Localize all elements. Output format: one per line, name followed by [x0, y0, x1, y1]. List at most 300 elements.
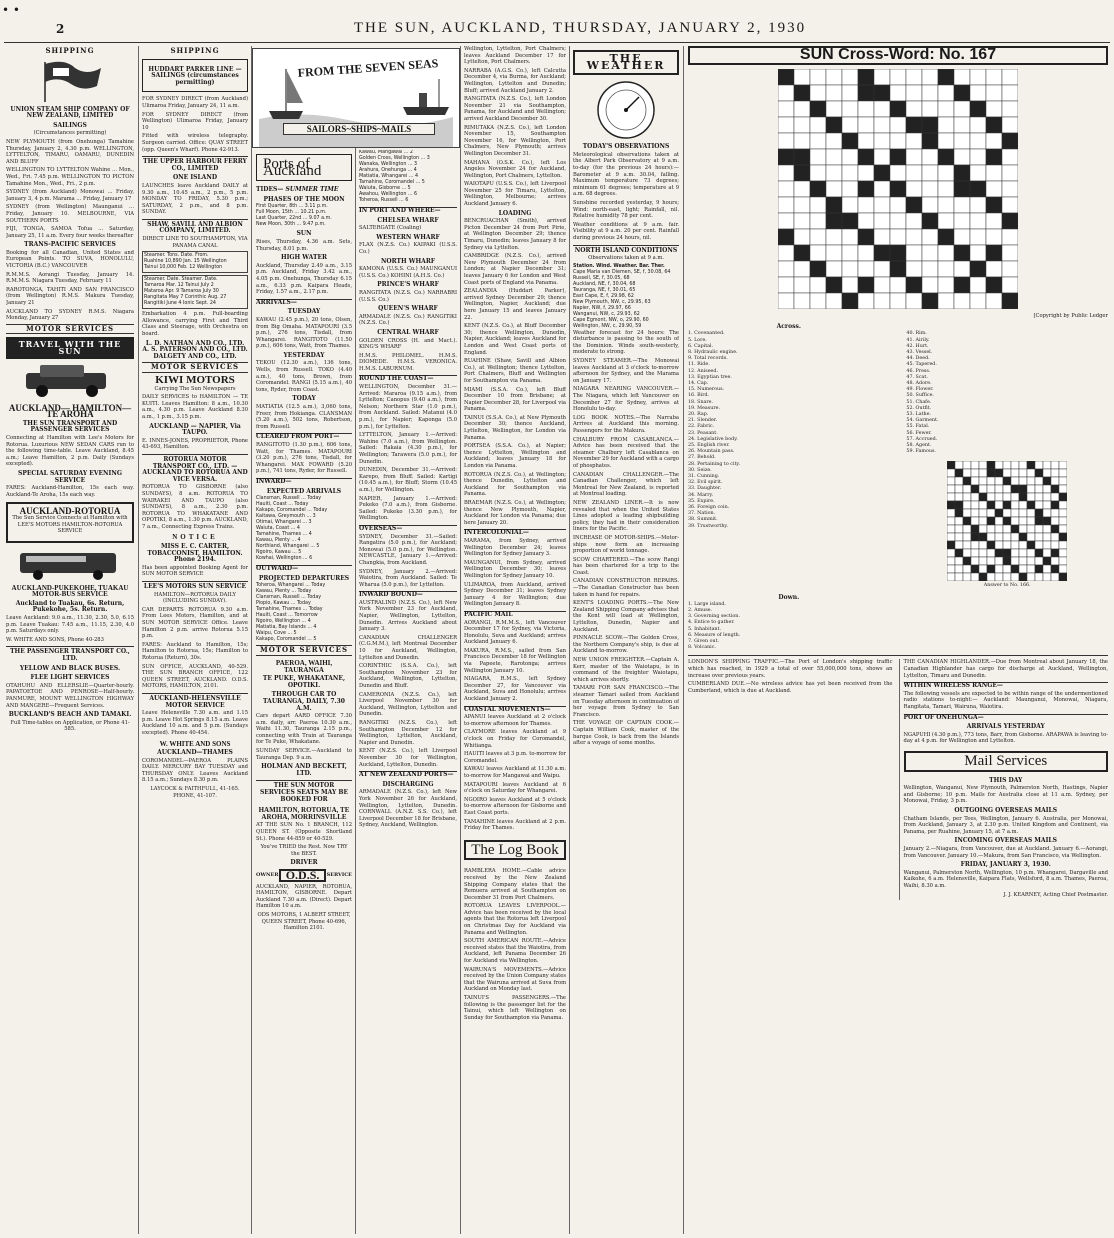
lower-right-column [899, 659, 1109, 900]
grid-cell [938, 165, 954, 181]
shaw-table-1 [142, 251, 248, 273]
cleared-para: RANGITOTO (1.30 p.m.), 606 tons, Watt, for Thames. MATAPOURI (3.20 p.m.), 276 tons, Tisdall, for Whangarei. MAX FOWARD (5.20 p.m.), 741 tons, Ryder, for Russell. [256, 442, 352, 475]
grid-cell [1059, 557, 1067, 565]
grid-cell [971, 501, 979, 509]
round-para-4: NAPIER, January 1.—Arrived: Pukeko (7.0 a.m.), from Gisborne. Sailed: Pukeko (3.30 p.m.), for Wellington. [359, 495, 457, 522]
sun-times: Rises, Thursday, 4.36 a.m. Sets, Thursday, 8.01 p.m. [256, 238, 352, 252]
list-item: Waiuta, Gisborne ... 5 [359, 186, 411, 191]
grid-cell [955, 461, 963, 469]
white-sons-line: W. WHITE AND SONS, Phone 40-283 [6, 636, 104, 643]
kiwi-para: DAILY SERVICES to HAMILTON — TE KUITI. Leaves Hamilton: 8 a.m., 10.30 a.m., 4.30 p.m. Leave Auckland 8.30 a.m., 1 p.m., 3.15 p.m. [142, 394, 248, 420]
summer-time: SUMMER TIME [285, 186, 339, 194]
grid-cell [1019, 565, 1027, 573]
grid-cell [1035, 485, 1043, 493]
grid-cell [947, 525, 955, 533]
grid-cell [938, 149, 954, 165]
grid-cell [947, 517, 955, 525]
clue-item: 42. Hurt. [906, 343, 929, 349]
chelsea-para: SALTERGATE (Coaling) [359, 225, 422, 232]
grid-cell [1059, 565, 1067, 573]
grid-cell [842, 261, 858, 277]
grid-cell [874, 133, 890, 149]
onehunga-heading: PORT OF ONEHUNGA— [904, 714, 1109, 722]
grid-cell [810, 277, 826, 293]
grid-cell [987, 557, 995, 565]
pacific-mail-heading: PACIFIC MAIL [464, 611, 566, 619]
grid-cell [971, 541, 979, 549]
grid-cell [810, 165, 826, 181]
clue-item: 16. Bird. [688, 393, 710, 399]
grid-cell [890, 261, 906, 277]
logbook-para-2: ROTORUA LEAVES LIVERPOOL.—Advice has been received by the local agents that the Rotorua left Liverpool on Christmas Day for Auckland via Panama and Wellington. [464, 903, 566, 936]
table-row: Tauranga, NE, f, 30.01, 65 [573, 287, 636, 293]
list-item: Tamahine, Coromandel ... 5 [359, 180, 425, 185]
grid-cell [971, 477, 979, 485]
grid-cell [890, 293, 906, 309]
grid-cell [1051, 549, 1059, 557]
grid-cell [874, 165, 890, 181]
grid-cell [922, 85, 938, 101]
grid-cell [922, 245, 938, 261]
masthead-bar [0, 0, 1114, 50]
grid-cell [1043, 525, 1051, 533]
grid-cell [1027, 525, 1035, 533]
arrivals-tuesday-para: KAWAU (2.45 p.m.), 20 tons, Olsen, from Big Omaha. MATAPOURI (3.5 p.m.), 276 tons, Tisdall, from Whangarei. RANGITOTO (11.50 p.m.), 606 tons, Watt, from Thames. [256, 316, 352, 350]
clue-item: 1. Large island. [688, 601, 726, 607]
loading-para-6: MIAMI (S.S.A. Co.), left Bluff December 10 from Brisbane; at Napier December 28, for Liverpool via Panama. [464, 386, 566, 413]
flag-icon [35, 58, 105, 104]
grid-cell [858, 213, 874, 229]
coastal-para-7: TAMAHINE leaves Auckland at 2 p.m. Friday for Thames. [464, 818, 566, 832]
grid-cell [1011, 541, 1019, 549]
grid-cell [1027, 557, 1035, 565]
masthead-title: THE SUN, AUCKLAND, THURSDAY, JANUARY 2, 1930 [353, 20, 807, 36]
canadian-challenger-para: CANADIAN CHALLENGER.—The Canadian Challenger, which left Montreal for New Zealand, is reported at Montreal loading. [573, 471, 679, 498]
grid-cell [947, 477, 955, 485]
answer-caption: Answer to No. 166. [983, 583, 1031, 589]
clue-item: 37. Nation. [688, 511, 716, 517]
grid-cell [1059, 501, 1067, 509]
clue-item: 47. Scat. [906, 374, 928, 380]
grid-cell [826, 69, 842, 85]
grid-cell [987, 541, 995, 549]
grid-cell [874, 213, 890, 229]
grid-cell [995, 549, 1003, 557]
grid-cell [947, 461, 955, 469]
table-row: Russell, SE, f, 30.05, 68 [573, 275, 630, 281]
ferry-para: LAUNCHES leave Auckland DAILY at 9.30 a.m., 10.45 a.m., 2 p.m., 5 p.m. MONDAY TO FRIDAY, 5.30 p.m.; SATURDAY, 2 p.m., and 8 p.m. SUNDAY. [142, 182, 248, 216]
grid-cell [906, 69, 922, 85]
column-rule-3 [355, 148, 356, 1234]
grid-cell [1003, 461, 1011, 469]
grid-cell [938, 85, 954, 101]
grid-cell [1043, 557, 1051, 565]
clue-item: 5. Lore. [688, 337, 707, 343]
grid-cell [778, 277, 794, 293]
service-label: SERVICE [326, 871, 352, 878]
inward-bound-para-4: CAMERONIA (N.Z.S. Co.), left Liverpool November 30 for Auckland, Wellington, Lyttelton and Dunedin. [359, 691, 457, 718]
ports-of-auckland-title: Ports of Auckland [256, 154, 352, 181]
ods-para: AUCKLAND, NAPIER, ROTORUA, HAMILTON, GISBORNE. Depart Auckland 7.30 a.m. (Direct). Depart Hamilton 10 a.m. [256, 883, 352, 910]
table-row: Cape Maria van Diemen, SE, f, 30.08, 64 [573, 269, 671, 275]
napier-heading: AUCKLAND — NAPIER, Via TAUPO. [149, 422, 241, 437]
moon-phases [256, 204, 352, 228]
grid-cell [922, 229, 938, 245]
tides-label: TIDES— [256, 186, 284, 194]
lower-left-column [688, 659, 893, 900]
grid-cell [938, 277, 954, 293]
kents-loading-para: KENT'S LOADING PORTS.—The New Zealand Shipping Company advises that the Kent will load at Wellington, Lyttelton, Dunedin, Napier and Auckland. [573, 600, 679, 633]
list-item: Tamahine, Thames ... Today [256, 607, 323, 613]
grid-cell [1002, 293, 1018, 309]
grid-cell [1059, 461, 1067, 469]
grid-cell [979, 557, 987, 565]
grid-cell [1019, 501, 1027, 509]
col3-motor-heading: MOTOR SERVICES [256, 645, 352, 656]
clue-item: 15. Numerous. [688, 387, 725, 393]
coastal-para-3: HAUITI leaves at 3 p.m. to-morrow for Coromandel. [464, 751, 566, 764]
union-para-2: WELLINGTON TO LYTTELTON Wahine ... Mon., Wed., Fri. 7.45 p.m. WELLINGTON TO PICTON Tamahine Mon., Wed., Fri., 2 p.m. [6, 167, 134, 187]
queens-wharf: QUEEN'S WHARF [378, 305, 438, 313]
grid-cell [986, 117, 1002, 133]
grid-cell [890, 165, 906, 181]
clue-item: 23. Peasant. [688, 430, 718, 436]
grid-cell [1019, 525, 1027, 533]
clue-item: 39. Trustworthy. [688, 523, 729, 529]
grid-cell [986, 245, 1002, 261]
grid-cell [979, 493, 987, 501]
grid-cell [1011, 469, 1019, 477]
flee-light-para: OTAHUHU AND ELLERSLIE—Quarter-hourly. PAPATOETOE AND PENROSE—Half-hourly. PANMURE, MOUNT WELLINGTON HIGHWAY AND MANGERE—Frequent Services. [6, 682, 134, 709]
c5-para-4: RIMUTAKA (N.Z.S. Co.), left London November 15, Southampton November 16, for Wellington, Port Chalmers, New Plymouth; arrives Wellington December 31. [464, 124, 566, 157]
booking-offices: SUN OFFICE, AUCKLAND, 40-529. THE SUN BRANCH OFFICE, 122 QUEEN STREET, AUCKLAND. O.D.S. MOTORS, HAMILTON, 2101. [142, 663, 248, 690]
clue-item: 22. Fabric. [688, 424, 715, 430]
grid-cell [794, 277, 810, 293]
pacific-para-1: AORANGI, R.M.M.S., left Vancouver December 17 for Sydney, via Victoria, Honolulu, Suva and Auckland; arrives Auckland January 6. [464, 619, 566, 646]
agents-list: L. D. NATHAN AND CO., LTD. A. S. PATERSON AND CO., LTD. DALGETY AND CO., LTD. [142, 339, 248, 360]
grid-cell [890, 117, 906, 133]
grid-cell [1043, 517, 1051, 525]
grid-cell [1051, 477, 1059, 485]
list-item: Clansman, Russell ... Today [256, 496, 322, 502]
grid-cell [1043, 469, 1051, 477]
grid-cell [778, 229, 794, 245]
grid-cell [970, 69, 986, 85]
grid-cell [810, 117, 826, 133]
grid-cell [995, 525, 1003, 533]
chelsea-wharf: CHELSEA WHARF [377, 216, 439, 224]
grid-cell [842, 85, 858, 101]
grid-cell [778, 245, 794, 261]
trans-para-2: R.M.M.S. Aorangi Tuesday, January 14. R.M.M.S. Niagara Tuesday, February 11 [6, 271, 134, 285]
clue-item: 9. Total records. [688, 356, 728, 362]
grid-cell [955, 469, 963, 477]
grid-cell [970, 229, 986, 245]
todays-observations-heading: TODAY'S OBSERVATIONS [582, 143, 670, 151]
grid-cell [987, 525, 995, 533]
list-item: Northland, Whangarei ... 5 [256, 544, 320, 550]
grid-cell [1035, 565, 1043, 573]
clue-item: 59. Famous. [906, 449, 936, 455]
grid-cell [954, 293, 970, 309]
passenger-transport-heading: THE PASSENGER TRANSPORT CO., LTD. [6, 646, 134, 662]
grid-cell [858, 277, 874, 293]
lower-news-area [688, 655, 1108, 900]
north-wharf: NORTH WHARF [380, 257, 436, 265]
grid-cell [922, 69, 938, 85]
grid-cell [947, 557, 955, 565]
through-para: Cars depart AARD OFFICE 7.30 a.m. daily, arr. Paeroa 10.30 a.m., Waihi 11.30, Tauranga 2.15 p.m., connecting with Train at Tauranga for Te Puke, Whakatane. [256, 713, 352, 746]
grid-cell [986, 181, 1002, 197]
grid-cell [970, 165, 986, 181]
grid-cell [986, 101, 1002, 117]
grid-cell [794, 165, 810, 181]
crossword-title: SUN Cross-Word: No. 167 [688, 46, 1108, 65]
grid-cell [986, 213, 1002, 229]
clue-item: 54. Garment. [906, 418, 939, 424]
grid-cell [1011, 485, 1019, 493]
grid-cell [947, 541, 955, 549]
crossword-clues [688, 321, 1108, 651]
western-wharf: WESTERN WHARF [376, 233, 440, 241]
expected-heading: EXPECTED ARRIVALS [266, 487, 342, 495]
loading-para-8: PORTSEA (S.S.A. Co.), at Napier; thence Lyttelton, Wellington and Auckland; leaves January 18 for London via Panama. [464, 443, 566, 470]
grid-cell [810, 181, 826, 197]
hms-list: H.M.S. PHILOMEL. H.M.S. DIOMEDE. H.M.S. VERONICA. H.M.S. LABURNUM. [359, 352, 457, 372]
grid-cell [1019, 541, 1027, 549]
grid-cell [954, 165, 970, 181]
grid-cell [778, 101, 794, 117]
grid-cell [955, 533, 963, 541]
trans-para-3: RAROTONGA, TAHITI AND SAN FRANCISCO (from Wellington) R.M.S. Makura Tuesday, January 21 [6, 286, 134, 307]
grid-cell [955, 525, 963, 533]
grid-cell [938, 69, 954, 85]
clue-item: 31. Cunning. [688, 474, 720, 480]
clue-item: 8. Hydraulic engine. [688, 350, 738, 355]
outgoing-para: Chatham Islands, per Tees, Wellington, January 6. Australia, per Monowai, from Auckland, January 3, at 2.30 p.m. United Kingdom and Continent, via Panama, per Ruahine, January 15, at 7 a.m. [903, 815, 1108, 835]
grid-cell [1011, 461, 1019, 469]
union-para-1: NEW PLYMOUTH (from Onehunga) Tamahine Thursday, January 2, 4.30 p.m. WELLINGTON, LYTTELTON, TIMARU, OAMARU, DUNEDIN AND BLUFF [6, 138, 134, 165]
inward-bound-para-5: RANGITIKI (N.Z.S. Co.), left Southampton December 12 for Wellington, Lyttelton, Auckland, Napier and Dunedin. [359, 719, 457, 746]
list-item: Otimai, Whangarei ... 3 [256, 520, 312, 526]
grid-cell [858, 85, 874, 101]
grid-cell [1011, 477, 1019, 485]
sailors-ships-mails: SAILORS~SHIPS~MAILS [283, 123, 435, 135]
shipping-traffic-para: LONDON'S SHIPPING TRAFFIC.—The Port of London's shipping traffic which has reached, in 1929 a total of over 55,000,000 tons, shows an increase over previous years. [688, 659, 893, 679]
grid-cell [794, 261, 810, 277]
grid-cell [1027, 533, 1035, 541]
grid-cell [1019, 517, 1027, 525]
grid-cell [1011, 573, 1019, 581]
cleared-heading: CLEARED FROM PORT— [256, 433, 352, 441]
list-item: Toheroa, Whangarei ... Today [256, 583, 326, 589]
mail-services-title: Mail Services [904, 751, 1109, 772]
grid-cell [922, 117, 938, 133]
grid-cell [874, 85, 890, 101]
crossword-grid [688, 69, 1108, 309]
grid-cell [842, 277, 858, 293]
grid-cell [906, 117, 922, 133]
lees-sub: HAMILTON—ROTORUA DAILY (INCLUDING SUNDAY). [154, 591, 236, 605]
col2-motor-heading: MOTOR SERVICES [142, 362, 248, 373]
this-day-para: Wellington, Wanganui, New Plymouth, Palmerston North, Hastings, Napier and Gisborne; 10 p.m. Mails for Australia close at 11 a.m. Sydney, per Monowai, Friday, 3 p.m. [903, 785, 1108, 805]
grid-cell [1051, 461, 1059, 469]
grid-cell [906, 277, 922, 293]
phases-heading: PHASES OF THE MOON [263, 195, 345, 203]
sailings-heading: SAILINGS [53, 121, 87, 129]
outward-heading: OUTWARD— [256, 565, 352, 573]
grid-cell [986, 149, 1002, 165]
grid-cell [1051, 533, 1059, 541]
grid-cell [874, 149, 890, 165]
loading-heading: LOADING [498, 209, 532, 217]
inward-bound-heading: INWARD BOUND— [359, 591, 457, 599]
col1-title: SHIPPING [45, 46, 95, 55]
grid-cell [874, 229, 890, 245]
column-rule-5 [569, 46, 570, 1234]
grid-cell [874, 181, 890, 197]
grid-cell [987, 549, 995, 557]
grid-cell [1003, 477, 1011, 485]
clue-item: 51. Chafe. [906, 399, 932, 405]
grid-cell [955, 501, 963, 509]
across-list [688, 331, 890, 530]
grid-cell [1003, 557, 1011, 565]
grid-cell [970, 293, 986, 309]
seats-heading: THE SUN MOTOR SERVICES SEATS MAY BE BOOKED FOR [256, 780, 352, 803]
list-item: Kawau, Plenty ... 4 [256, 538, 301, 544]
grid-cell [1002, 85, 1018, 101]
auckland-rotorua-heading: AUCKLAND-ROTORUA [19, 506, 121, 517]
grid-cell [1002, 149, 1018, 165]
travel-with-the-sun-banner: TRAVEL WITH THE SUN [6, 337, 134, 358]
grid-cell [938, 133, 954, 149]
white-para: COROMANDEL—PAEROA PLAINS DAILY. MERCURY BAY TUESDAY and THURSDAY ONLY. Leaves Auckland 8.15 a.m.; Sundays 8.30 p.m. [142, 757, 248, 784]
grid-cell [995, 573, 1003, 581]
grid-cell [1035, 525, 1043, 533]
overseas-heading: OVERSEAS— [359, 525, 457, 533]
grid-cell [890, 85, 906, 101]
grid-cell [922, 197, 938, 213]
grid-cell [986, 293, 1002, 309]
grid-cell [890, 277, 906, 293]
grid-cell [954, 213, 970, 229]
laycock-line: LAYCOCK & FAITHFULL, 41-165. PHONE, 41-107. [150, 786, 240, 799]
clue-item: 5. Inhabitant. [688, 626, 721, 632]
trans-para-1: Booking for all Canadian, United States and European Points. TO SUVA, HONOLULU, VICTORIA (B.C.) VANCOUVER [6, 249, 134, 270]
expected-arrivals-list [256, 496, 352, 562]
incoming-heading: INCOMING OVERSEAS MAILS [954, 837, 1057, 845]
moon-row: New Moon, 30th ... 9.47 p.m. [256, 222, 326, 228]
grid-cell [858, 261, 874, 277]
column-rule-2 [251, 46, 252, 1234]
clue-item: 35. Expire. [688, 498, 715, 504]
grid-cell [810, 133, 826, 149]
grid-cell [979, 509, 987, 517]
grid-cell [778, 181, 794, 197]
projected-heading: PROJECTED DEPARTURES [258, 574, 350, 582]
shaw-row: Tainui 10,000 Feb. 12 Wellington [144, 265, 223, 271]
corner-marks: • • [2, 3, 20, 17]
grid-cell [826, 149, 842, 165]
grid-cell [1027, 509, 1035, 517]
masthead-rule [4, 42, 1110, 43]
clue-item: 55. Fatal. [906, 424, 930, 430]
column-shipping-huddart [142, 46, 248, 1234]
grid-cell [971, 461, 979, 469]
hamilton-te-aroha-heading: AUCKLAND— HAMILTON— TE AROHA [8, 402, 132, 420]
grid-cell [858, 165, 874, 181]
grid-cell [842, 197, 858, 213]
grid-cell [1011, 549, 1019, 557]
grid-cell [1003, 525, 1011, 533]
grid-cell [906, 149, 922, 165]
continued-departures [359, 150, 457, 204]
grid-cell [1059, 549, 1067, 557]
friday-para: Wanganui, Palmerston North, Wellington, 10 p.m. Whangarei, Dargaville and Kaikohe, 6 a.m. Helensville, Kaipara Flats, Wellsford, 8 a.m. Thames, Paeroa, Waihi, 8.30 a.m. [903, 869, 1108, 889]
clue-item: 40. Rim. [906, 331, 927, 337]
grid-cell [794, 197, 810, 213]
grid-cell [963, 549, 971, 557]
trans-pacific-heading: TRANS-PACIFIC SERVICES [24, 241, 116, 249]
grid-cell [971, 469, 979, 477]
grid-cell [922, 101, 938, 117]
grid-cell [954, 229, 970, 245]
grid-cell [874, 277, 890, 293]
grid-cell [826, 101, 842, 117]
list-item: Awahou, Wellington ... 6 [359, 192, 418, 197]
shaw-direct-line: DIRECT LINE TO SOUTHAMPTON, VIA PANAMA CANAL [142, 236, 248, 249]
grid-cell [1003, 565, 1011, 573]
incoming-para: January 2.—Niagara, from Vancouver, due at Auckland. January 6.—Aorangi, from Vancouver. January 10.—Makura, from San Francisco, via Wellington. [903, 845, 1108, 859]
union-para-4: SYDNEY (from Wellington) Maunganui ... Friday, January 10. MELBOURNE, VIA SOUTHERN PORTS [6, 204, 134, 224]
list-item: Toheroa, Russell ... 6 [359, 198, 409, 203]
chalbury-para: CHALBURY FROM CASABLANCA.—Advice has been received that the steamer Chalbury left Casablanca on November 29 for Auckland with a cargo of phosphates. [573, 436, 679, 469]
grid-cell [1019, 493, 1027, 501]
list-item: Hauiti, Coast ... Tomorrow [256, 613, 318, 619]
grid-cell [971, 533, 979, 541]
grid-cell [906, 293, 922, 309]
list-item: Wanaka, Wellington ... 3 [359, 162, 418, 167]
grid-cell [954, 277, 970, 293]
forecast-para: Weather conditions at 9 a.m. fair. Visibility at 9 a.m. 20 per cent. Rainfall during previous 24 hours, nil. [573, 221, 679, 241]
grid-cell [842, 293, 858, 309]
clue-item: 33. Daughter. [688, 486, 722, 492]
grid-cell [842, 165, 858, 181]
clue-item: 21. Slender. [688, 418, 718, 424]
clue-item: 26. Mountain pass. [688, 449, 735, 455]
grid-cell [979, 549, 987, 557]
list-item: Matiatia, Bay Islands ... 4 [256, 625, 317, 631]
one-island-heading: ONE ISLAND [172, 174, 218, 182]
grid-cell [810, 85, 826, 101]
grid-cell [938, 229, 954, 245]
pinnacle-para: PINNACLE SCOW.—The Golden Cross, the Northern Company's ship, is due at Auckland to-morrow. [573, 635, 679, 655]
across-list-2 [906, 331, 1108, 455]
grid-cell [954, 117, 970, 133]
grid-cell [874, 293, 890, 309]
grid-cell [955, 573, 963, 581]
grid-cell [794, 293, 810, 309]
loading-para-5: RUAHINE (Shaw, Savill and Albion Co.), at Wellington; thence Lyttelton, Port Chalmers, Bluff and Wellington for Southampton via Panama. [464, 358, 566, 384]
grid-cell [1043, 493, 1051, 501]
scow-chartered-para: SCOW CHARTERED.—The scow Rangi has been chartered for a trip to the Coast. [573, 556, 679, 576]
grid-cell [906, 101, 922, 117]
log-notes: LOG BOOK NOTES.—The Narraba Arrives at Auckland this morning. Passengers for the Makura. [573, 414, 679, 434]
grid-cell [986, 85, 1002, 101]
white-thames: AUCKLAND—THAMES [157, 749, 233, 757]
round-coast-heading: ROUND THE COAST— [359, 375, 457, 383]
